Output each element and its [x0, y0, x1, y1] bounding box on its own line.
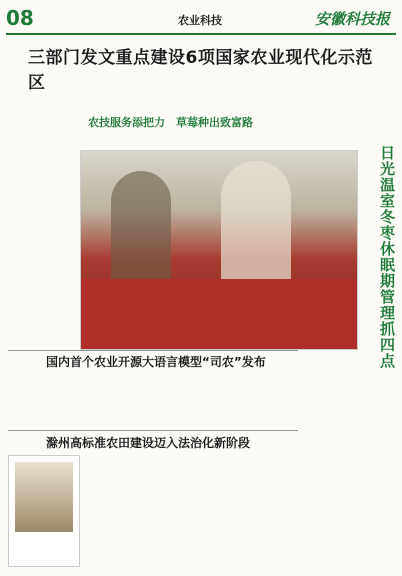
divider: [8, 350, 298, 351]
photo-caption: [8, 150, 78, 350]
right-column-article: [300, 150, 358, 550]
section-name: 农业科技: [178, 14, 222, 27]
vertical-title: 日光温室冬枣休眠期管理抓四点: [378, 145, 396, 369]
figure-image: [15, 462, 73, 532]
text-band: [6, 128, 394, 148]
photo-banner-left: 农技服务添把力: [88, 116, 165, 129]
photo-banner-right: 草莓种出致富路: [176, 116, 253, 129]
paper-logo: 安徽科技报: [314, 10, 390, 28]
divider: [8, 430, 298, 431]
photo-person-1: [111, 171, 171, 291]
sub-headline-2: 滁州高标准农田建设迈入法治化新阶段: [46, 436, 251, 450]
sub-headline-1: 国内首个农业开源大语言模型“司农”发布: [46, 355, 266, 369]
page-number: 08: [6, 6, 34, 30]
page-headline: 三部门发文重点建设6项国家农业现代化示范区: [28, 48, 373, 93]
masthead: [6, 5, 396, 35]
figure-box: [8, 455, 80, 567]
